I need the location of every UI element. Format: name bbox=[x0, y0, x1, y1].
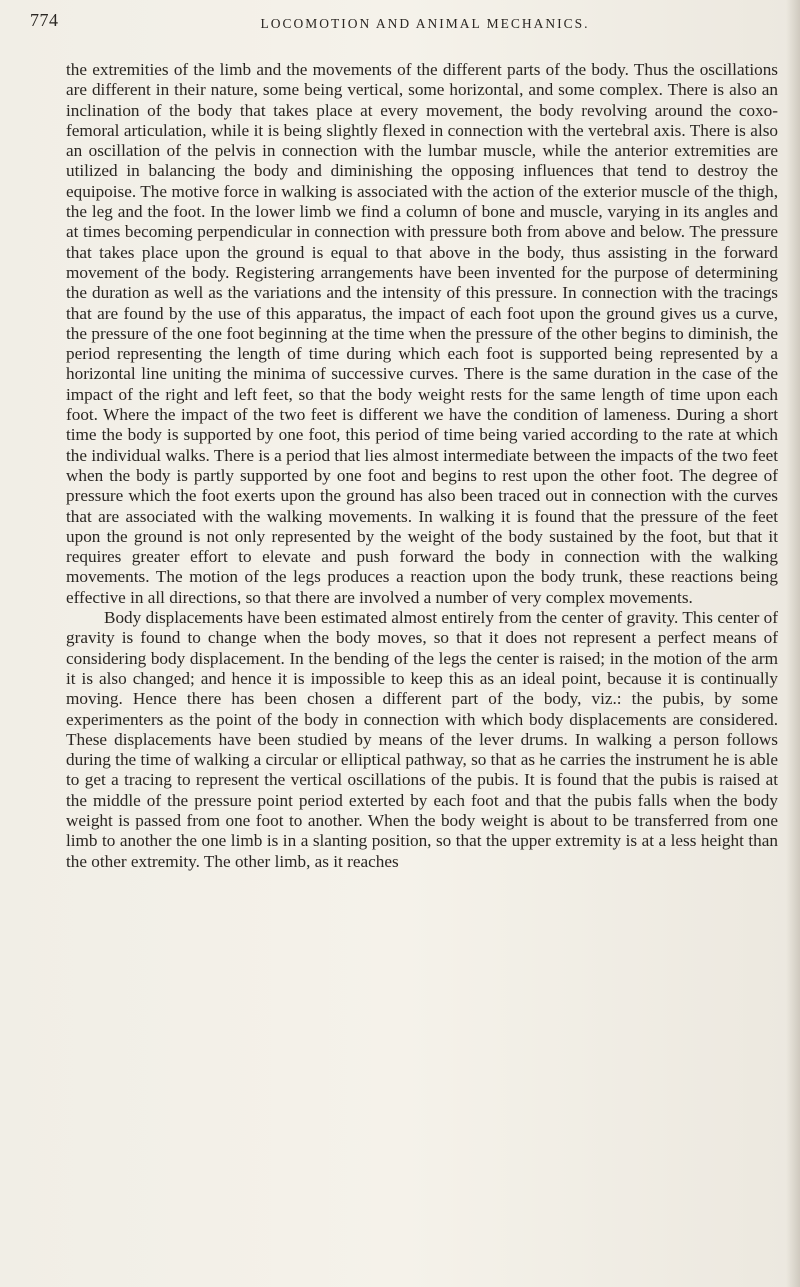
page-edge-shadow bbox=[786, 0, 800, 1287]
paragraph-2: Body displacements have been estimated almost entirely from the center of gravity. This center of gravity is found to change when the body moves, so that it does not represent a perfect means of considering body displacement. In the bending of the legs the center is raised; in the motion of the arm it is also changed; and hence it is impossible to keep this as an ideal point, because it is continually moving. Hence there has been chosen a different part of the body, viz.: the pubis, by some experimenters as the point of the body in connection with which body displacements are considered. These displacements have been studied by means of the lever drums. In walking a person follows during the time of walking a circular or elliptical pathway, so that as he carries the instrument he is able to get a tracing to represent the vertical oscillations of the pubis. It is found that the pubis is raised at the middle of the pressure point period exterted by each foot and that the pubis falls when the body weight is passed from one foot to another. When the body weight is about to be transferred from one limb to another the one limb is in a slanting position, so that the upper extremity is at a less height than the other extremity. The other limb, as it reaches bbox=[66, 608, 778, 871]
body-text bbox=[66, 60, 778, 872]
paragraph-1: the extremities of the limb and the movements of the different parts of the body. Thus the oscillations are different in their nature, some being vertical, some horizontal, and some complex. There is also an inclination of the body that takes place at every movement, the body revolving around the coxo-femoral articulation, while it is being slightly flexed in connection with the vertebral axis. There is also an oscillation of the pelvis in connection with the lumbar muscle, while the anterior extremities are utilized in balancing the body and diminishing the opposing influences that tend to destroy the equipoise. The motive force in walking is associated with the action of the exterior muscle of the thigh, the leg and the foot. In the lower limb we find a column of bone and muscle, varying in its angles and at times becoming perpendicular in connection with pressure both from above and below. The pressure that takes place upon the ground is equal to that above in the body, thus assisting in the forward movement of the body. Registering arrangements have been invented for the purpose of determining the duration as well as the variations and the intensity of this pressure. In connection with the tracings that are found by the use of this apparatus, the impact of each foot upon the ground gives us a curve, the pressure of the one foot beginning at the time when the pressure of the other begins to diminish, the period representing the length of time during which each foot is supported being represented by a horizontal line uniting the minima of successive curves. There is the same duration in the case of the impact of the right and left feet, so that the body weight rests for the same length of time upon each foot. Where the impact of the two feet is different we have the condition of lameness. During a short time the body is supported by one foot, this period of time being varied according to the rate at which the individual walks. There is a period that lies almost intermediate between the impacts of the two feet when the body is partly supported by one foot and begins to rest upon the other foot. The degree of pressure which the foot exerts upon the ground has also been traced out in connection with the curves that are associated with the walking movements. In walking it is found that the pressure of the feet upon the ground is not only represented by the weight of the body sustained by the foot, but that it requires greater effort to elevate and push forward the body in connection with the walking movements. The motion of the legs produces a reaction upon the body trunk, these reactions being effective in all directions, so that there are involved a number of very complex movements. bbox=[66, 60, 778, 607]
page-number: 774 bbox=[30, 10, 59, 30]
running-head bbox=[30, 10, 770, 40]
running-title: LOCOMOTION AND ANIMAL MECHANICS. bbox=[260, 16, 590, 31]
